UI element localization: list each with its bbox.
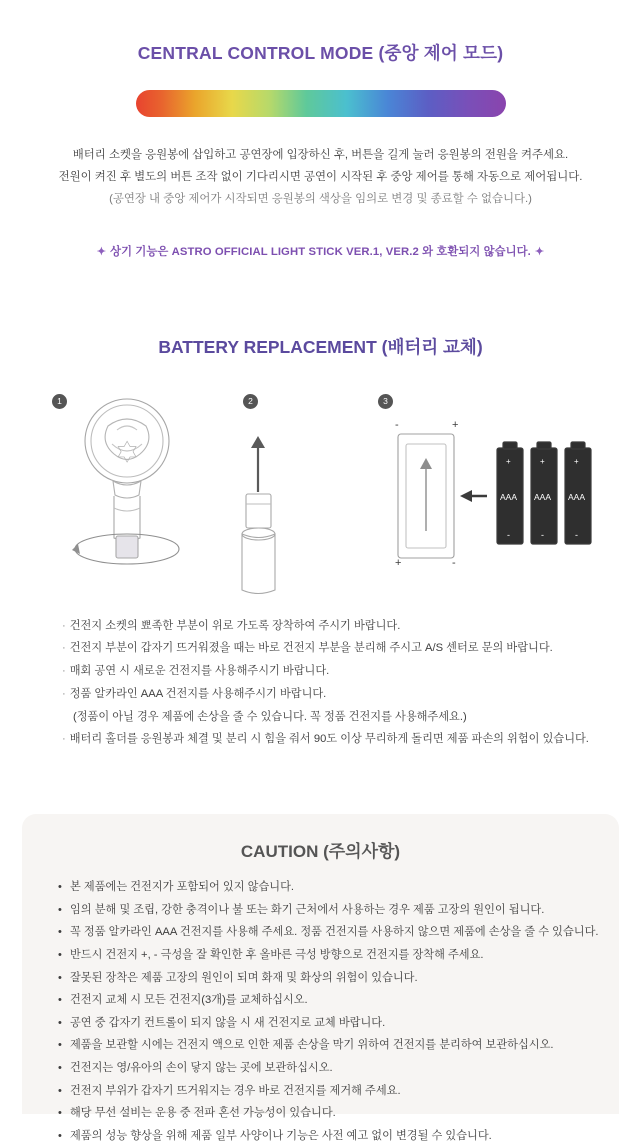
battery-minus-3: - <box>575 529 578 540</box>
list-item: • 건전지 교체 시 모든 건전지(3개)를 교체하십시오. <box>58 989 619 1012</box>
battery-note <box>62 683 641 706</box>
battery-notes-list <box>0 615 641 751</box>
note-bullet-icon: · <box>62 642 66 655</box>
caution-heading: CAUTION (주의사항) <box>240 842 401 861</box>
central-control-paragraph <box>0 144 641 211</box>
list-item: • 잘못된 장착은 제품 고장의 원인이 되며 화재 및 화상의 위험이 있습니다. <box>58 967 619 990</box>
central-paragraph-note: (공연장 내 중앙 제어가 시작되면 응원봉의 색상을 임의로 변경 및 종료할 수 없습니다.) <box>109 193 532 206</box>
battery-note <box>62 728 641 751</box>
battery-replacement-diagram <box>0 386 641 601</box>
central-control-section <box>0 0 641 259</box>
central-control-heading: CENTRAL CONTROL MODE (중앙 제어 모드) <box>137 43 504 63</box>
note-bullet-icon: · <box>62 733 66 746</box>
battery-label-3: AAA <box>568 491 586 502</box>
battery-plus-3: + <box>574 456 579 466</box>
list-item: • 본 제품에는 건전지가 포함되어 있지 않습니다. <box>58 876 619 899</box>
battery-note-text: 건전지 소켓의 뾰족한 부분이 위로 가도록 장착하여 주시기 바랍니다. <box>69 619 401 632</box>
battery-diagram-row <box>0 386 641 601</box>
battery-plus-1: + <box>506 456 511 466</box>
caution-section <box>22 814 619 1142</box>
battery-label-1: AAA <box>500 491 518 502</box>
list-item: • 꼭 정품 알카라인 AAA 건전지를 사용해 주세요. 정품 건전지를 사용하지 않으면 제품에 손상을 줄 수 있습니다. <box>58 921 619 944</box>
battery-note-text: 정품 알카라인 AAA 건전지를 사용해주시기 바랍니다. <box>69 687 327 700</box>
list-item: • 건전지는 영/유아의 손이 닿지 않는 곳에 보관하십시오. <box>58 1057 619 1080</box>
battery-minus-2: - <box>541 529 544 540</box>
holder-plus-top: + <box>452 418 459 431</box>
list-item: • 해당 무선 설비는 운용 중 전파 혼선 가능성이 있습니다. <box>58 1102 619 1125</box>
central-paragraph-line-1: 배터리 소켓을 응원봉에 삽입하고 공연장에 입장하신 후, 버튼을 길게 눌러 응원봉의 전원을 켜주세요. <box>72 149 569 161</box>
battery-note-text: (정품이 아닐 경우 제품에 손상을 줄 수 있습니다. 꼭 정품 건전지를 사용해주세요.) <box>73 710 467 723</box>
compatibility-text: 상기 기능은 ASTRO OFFICIAL LIGHT STICK VER.1, VER.2 와 호환되지 않습니다. <box>110 245 531 258</box>
central-paragraph-line-2: 전원이 켜진 후 별도의 버튼 조작 없이 기다리시면 공연이 시작된 후 중앙 제어를 통해 자동으로 제어됩니다. <box>58 171 583 184</box>
battery-replacement-section <box>0 334 641 751</box>
list-item: • 임의 분해 및 조립, 강한 충격이나 불 또는 화기 근처에서 사용하는 경우 제품 고장의 원인이 됩니다. <box>58 899 619 922</box>
battery-minus-1: - <box>507 529 510 540</box>
battery-note <box>62 637 641 660</box>
list-item: • 건전지 부위가 갑자기 뜨거워지는 경우 바로 건전지를 제거해 주세요. <box>58 1080 619 1103</box>
note-bullet-icon: · <box>62 687 66 700</box>
battery-replacement-heading: BATTERY REPLACEMENT (배터리 교체) <box>158 336 483 357</box>
sparkle-icon-right: ✦ <box>534 245 545 258</box>
sparkle-icon-left: ✦ <box>96 245 107 258</box>
battery-note <box>62 660 641 683</box>
note-bullet-icon: · <box>62 619 66 632</box>
step-badge-2: 2 <box>243 394 258 409</box>
battery-note-text: 건전지 부분이 갑자기 뜨거워졌을 때는 바로 건전지 부분을 분리해 주시고 A/S 센터로 문의 바랍니다. <box>69 642 553 655</box>
battery-note-text: 매회 공연 시 새로운 건전지를 사용해주시기 바랍니다. <box>69 665 330 678</box>
compatibility-notice <box>0 243 641 259</box>
step-badge-3: 3 <box>378 394 393 409</box>
rainbow-gradient-bar <box>136 90 506 117</box>
list-item: • 반드시 건전지 +, - 극성을 잘 확인한 후 올바른 극성 방향으로 건전지를 장착해 주세요. <box>58 944 619 967</box>
battery-note <box>62 706 641 729</box>
holder-minus-bottom: - <box>452 556 456 569</box>
list-item: • 제품을 보관할 시에는 건전지 액으로 인한 제품 손상을 막기 위하여 건전지를 분리하여 보관하십시오. <box>58 1034 619 1057</box>
battery-note-text: 배터리 홀더를 응원봉과 체결 및 분리 시 힘을 줘서 90도 이상 무리하게 돌리면 제품 파손의 위험이 있습니다. <box>69 733 589 746</box>
holder-minus-top: - <box>395 418 399 431</box>
caution-list <box>22 876 619 1148</box>
note-bullet-icon: · <box>62 665 66 678</box>
step-badge-1: 1 <box>52 394 67 409</box>
battery-note <box>62 615 641 638</box>
list-item: • 제품의 성능 향상을 위해 제품 일부 사양이나 기능은 사전 예고 없이 변경될 수 있습니다. <box>58 1125 619 1148</box>
battery-plus-2: + <box>540 456 545 466</box>
holder-plus-bottom: + <box>395 556 402 569</box>
battery-label-2: AAA <box>534 491 552 502</box>
list-item: • 공연 중 갑자기 컨트롤이 되지 않을 시 새 건전지로 교체 바랍니다. <box>58 1012 619 1035</box>
